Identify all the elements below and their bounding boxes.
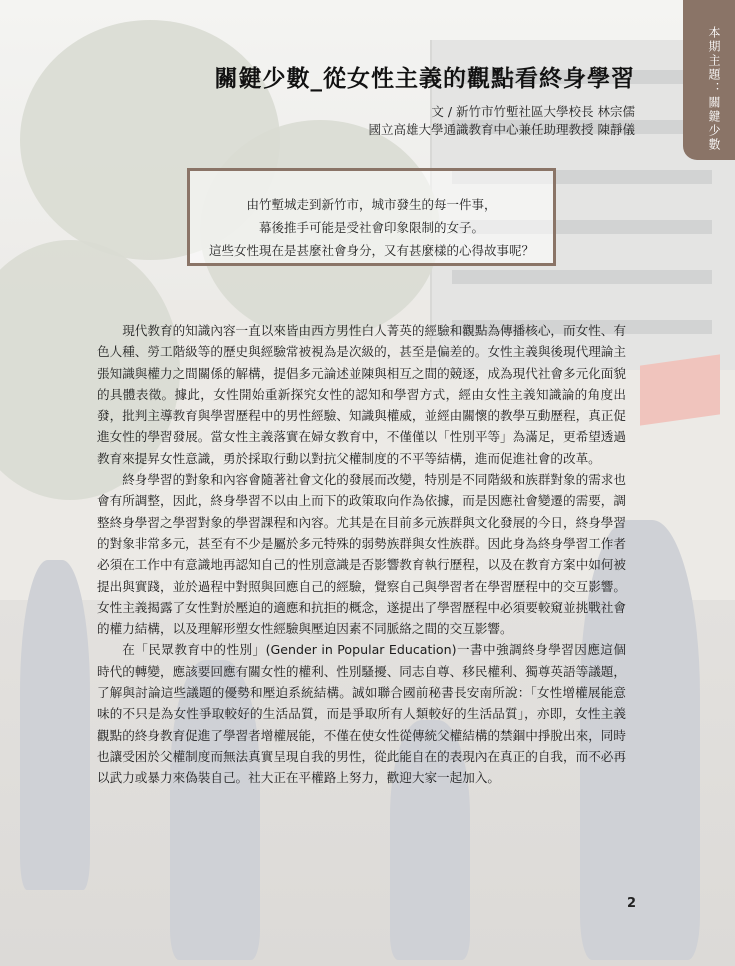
section-tab	[683, 0, 735, 160]
paragraph-2: 終身學習的對象和內容會隨著社會文化的發展而改變，特別是不同階級和族群對象的需求也會有所調整，因此，終身學習不以由上而下的政策取向作為依據，而是因應社會變遷的需要，調整終身學習之學習對象的學習課程和內容。尤其是在目前多元族群與文化發展的今日，終身學習的對象非常多元，甚至有不少是屬於多元特殊的弱勢族群與女性族群。因此身為終身學習工作者必須在工作中有意識地再認知自己的性別意識是否影響教育執行歷程，以及在教育方案中如何被提出與實踐，並於過程中對照與回應自己的經驗，覺察自己與學習者在學習歷程中的交互影響。女性主義揭露了女性對於壓迫的適應和抗拒的概念，遂提出了學習歷程中必須要較窺並挑戰社會的權力結構，以及理解形塑女性經驗與壓迫因素不同脈絡之間的交互影響。	[97, 472, 626, 637]
section-tab-label: 本期主題：關鍵少數	[707, 26, 721, 152]
article-body	[97, 320, 626, 789]
intro-box	[187, 168, 556, 266]
paragraph-3: 在「民眾教育中的性別」(Gender in Popular Education)一書中強調終身學習因應這個時代的轉變，應該要回應有關女性的權利、性別騷擾、同志自尊、移民權利、獨尊英語等議題，了解與討論這些議題的優勢和壓迫系統結構。誠如聯合國前秘書長安南所說：「女性增權展能意味的不只是為女性爭取較好的生活品質，而是爭取所有人類較好的生活品質」，亦即，女性主義觀點的終身教育促進了學習者增權展能，不僅在使女性從傳統父權結構的禁錮中掙脫出來，同時也讓受困於父權制度而無法真實呈現自我的男性，從此能自在的表現內在真正的自我，而不必再以武力或暴力來偽裝自己。社大正在平權路上努力，歡迎大家一起加入。	[97, 642, 626, 786]
page-number: 2	[627, 896, 637, 911]
intro-line: 這些女性現在是甚麼社會身分，又有甚麼樣的心得故事呢？	[208, 243, 534, 258]
intro-line: 由竹塹城走到新竹市，城市發生的每一件事，	[246, 197, 497, 212]
paragraph-1: 現代教育的知識內容一直以來皆由西方男性白人菁英的經驗和觀點為傳播核心，而女性、有色人種、勞工階級等的歷史與經驗常被視為是次級的，甚至是偏差的。女性主義與後現代理論主張知識與權力之間關係的解構，提倡多元論述並陳與相互之間的競逐，成為現代社會多元化面貌的具體表徵。據此，女性開始重新探究女性的認知和學習方式，經由女性主義知識論的角度出發，批判主導教育與學習歷程中的男性經驗、知識與權威，並經由關懷的教學互動歷程，真正促進女性的學習發展。當女性主義落實在婦女教育中，不僅僅以「性別平等」為滿足，更希望透過教育來提昇女性意識，勇於採取行動以對抗父權制度的不平等結構，進而促進社會的改革。	[97, 323, 626, 466]
author-line-2: 國立高雄大學通識教育中心兼任助理教授 陳靜儀	[368, 122, 635, 137]
intro-line: 幕後推手可能是受社會印象限制的女子。	[258, 220, 484, 235]
article-title: 關鍵少數_從女性主義的觀點看終身學習	[214, 66, 635, 92]
author-line-1: 文 / 新竹市竹塹社區大學校長 林宗儒	[431, 104, 635, 119]
